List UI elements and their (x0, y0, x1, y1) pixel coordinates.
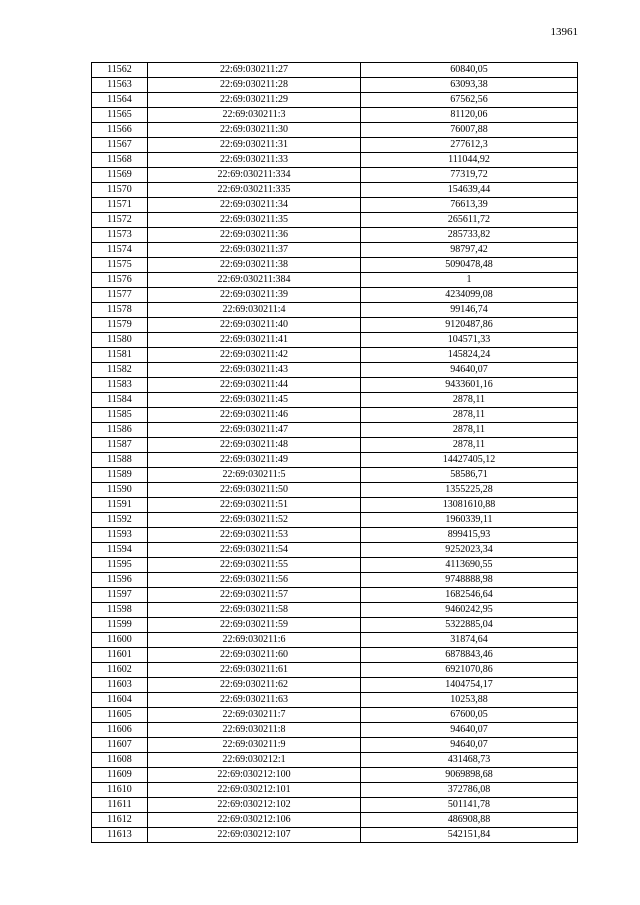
cadastral-number-cell: 22:69:030211:51 (148, 498, 361, 513)
table-row (92, 498, 578, 513)
table-row (92, 123, 578, 138)
cadastral-number-cell: 22:69:030211:56 (148, 573, 361, 588)
table-row (92, 393, 578, 408)
cadastral-value-cell: 372786,08 (361, 783, 578, 798)
row-number-cell: 11565 (92, 108, 148, 123)
row-number-cell: 11572 (92, 213, 148, 228)
cadastral-number-cell: 22:69:030211:35 (148, 213, 361, 228)
row-number-cell: 11563 (92, 78, 148, 93)
row-number-cell: 11588 (92, 453, 148, 468)
page-number: 13961 (550, 26, 578, 38)
cadastral-value-cell: 60840,05 (361, 63, 578, 78)
cadastral-value-cell: 6921070,86 (361, 663, 578, 678)
cadastral-value-cell: 94640,07 (361, 723, 578, 738)
table-row (92, 318, 578, 333)
cadastral-value-cell: 542151,84 (361, 828, 578, 843)
cadastral-value-cell: 13081610,88 (361, 498, 578, 513)
cadastral-value-cell: 5322885,04 (361, 618, 578, 633)
cadastral-number-cell: 22:69:030211:43 (148, 363, 361, 378)
table-row (92, 408, 578, 423)
cadastral-value-cell: 4113690,55 (361, 558, 578, 573)
cadastral-value-cell: 63093,38 (361, 78, 578, 93)
cadastral-value-cell: 1355225,28 (361, 483, 578, 498)
cadastral-value-cell: 31874,64 (361, 633, 578, 648)
table-row (92, 363, 578, 378)
cadastral-number-cell: 22:69:030212:107 (148, 828, 361, 843)
cadastral-number-cell: 22:69:030211:50 (148, 483, 361, 498)
cadastral-number-cell: 22:69:030211:41 (148, 333, 361, 348)
row-number-cell: 11599 (92, 618, 148, 633)
row-number-cell: 11569 (92, 168, 148, 183)
cadastral-value-cell: 265611,72 (361, 213, 578, 228)
row-number-cell: 11573 (92, 228, 148, 243)
cadastral-value-cell: 9252023,34 (361, 543, 578, 558)
table-row (92, 603, 578, 618)
table-row (92, 738, 578, 753)
cadastral-number-cell: 22:69:030211:3 (148, 108, 361, 123)
cadastral-value-cell: 2878,11 (361, 423, 578, 438)
cadastral-value-cell: 6878843,46 (361, 648, 578, 663)
cadastral-number-cell: 22:69:030211:37 (148, 243, 361, 258)
cadastral-value-cell: 5090478,48 (361, 258, 578, 273)
row-number-cell: 11568 (92, 153, 148, 168)
table-row (92, 78, 578, 93)
cadastral-value-cell: 98797,42 (361, 243, 578, 258)
cadastral-number-cell: 22:69:030211:334 (148, 168, 361, 183)
cadastral-number-cell: 22:69:030211:62 (148, 678, 361, 693)
row-number-cell: 11603 (92, 678, 148, 693)
row-number-cell: 11578 (92, 303, 148, 318)
cadastral-value-cell: 111044,92 (361, 153, 578, 168)
cadastral-number-cell: 22:69:030211:39 (148, 288, 361, 303)
table-row (92, 138, 578, 153)
table-body (92, 63, 578, 843)
cadastral-value-cell: 486908,88 (361, 813, 578, 828)
cadastral-value-cell: 9433601,16 (361, 378, 578, 393)
row-number-cell: 11589 (92, 468, 148, 483)
cadastral-value-table (91, 62, 578, 843)
table-row (92, 168, 578, 183)
cadastral-number-cell: 22:69:030211:54 (148, 543, 361, 558)
cadastral-value-cell: 2878,11 (361, 438, 578, 453)
cadastral-value-cell: 285733,82 (361, 228, 578, 243)
row-number-cell: 11612 (92, 813, 148, 828)
row-number-cell: 11579 (92, 318, 148, 333)
row-number-cell: 11600 (92, 633, 148, 648)
row-number-cell: 11590 (92, 483, 148, 498)
table-row (92, 243, 578, 258)
row-number-cell: 11604 (92, 693, 148, 708)
cadastral-value-cell: 899415,93 (361, 528, 578, 543)
table-row (92, 798, 578, 813)
cadastral-value-cell: 81120,06 (361, 108, 578, 123)
row-number-cell: 11562 (92, 63, 148, 78)
table-row (92, 348, 578, 363)
row-number-cell: 11567 (92, 138, 148, 153)
table-row (92, 573, 578, 588)
cadastral-number-cell: 22:69:030211:63 (148, 693, 361, 708)
cadastral-value-cell: 67562,56 (361, 93, 578, 108)
row-number-cell: 11583 (92, 378, 148, 393)
table-row (92, 288, 578, 303)
table-row (92, 513, 578, 528)
cadastral-number-cell: 22:69:030211:42 (148, 348, 361, 363)
cadastral-number-cell: 22:69:030211:8 (148, 723, 361, 738)
cadastral-number-cell: 22:69:030212:1 (148, 753, 361, 768)
row-number-cell: 11594 (92, 543, 148, 558)
row-number-cell: 11586 (92, 423, 148, 438)
table-row (92, 93, 578, 108)
cadastral-number-cell: 22:69:030211:7 (148, 708, 361, 723)
cadastral-number-cell: 22:69:030211:33 (148, 153, 361, 168)
cadastral-number-cell: 22:69:030211:30 (148, 123, 361, 138)
table-row (92, 723, 578, 738)
row-number-cell: 11571 (92, 198, 148, 213)
cadastral-number-cell: 22:69:030212:102 (148, 798, 361, 813)
cadastral-number-cell: 22:69:030211:4 (148, 303, 361, 318)
cadastral-number-cell: 22:69:030211:34 (148, 198, 361, 213)
table-row (92, 588, 578, 603)
cadastral-value-cell: 145824,24 (361, 348, 578, 363)
table-row (92, 153, 578, 168)
table-row (92, 483, 578, 498)
cadastral-number-cell: 22:69:030211:47 (148, 423, 361, 438)
cadastral-number-cell: 22:69:030211:40 (148, 318, 361, 333)
table-row (92, 768, 578, 783)
cadastral-value-cell: 77319,72 (361, 168, 578, 183)
cadastral-value-cell: 2878,11 (361, 408, 578, 423)
table-row (92, 423, 578, 438)
row-number-cell: 11611 (92, 798, 148, 813)
cadastral-value-cell: 277612,3 (361, 138, 578, 153)
table-row (92, 273, 578, 288)
cadastral-value-cell: 67600,05 (361, 708, 578, 723)
cadastral-value-cell: 14427405,12 (361, 453, 578, 468)
cadastral-value-cell: 10253,88 (361, 693, 578, 708)
cadastral-value-cell: 154639,44 (361, 183, 578, 198)
table-row (92, 258, 578, 273)
row-number-cell: 11575 (92, 258, 148, 273)
table-row (92, 333, 578, 348)
cadastral-value-cell: 1 (361, 273, 578, 288)
cadastral-number-cell: 22:69:030211:45 (148, 393, 361, 408)
cadastral-number-cell: 22:69:030211:6 (148, 633, 361, 648)
row-number-cell: 11570 (92, 183, 148, 198)
row-number-cell: 11605 (92, 708, 148, 723)
cadastral-number-cell: 22:69:030211:31 (148, 138, 361, 153)
cadastral-value-cell: 9748888,98 (361, 573, 578, 588)
row-number-cell: 11592 (92, 513, 148, 528)
cadastral-number-cell: 22:69:030211:335 (148, 183, 361, 198)
row-number-cell: 11593 (92, 528, 148, 543)
cadastral-number-cell: 22:69:030211:57 (148, 588, 361, 603)
cadastral-number-cell: 22:69:030211:27 (148, 63, 361, 78)
cadastral-value-cell: 1682546,64 (361, 588, 578, 603)
cadastral-number-cell: 22:69:030211:49 (148, 453, 361, 468)
table-row (92, 663, 578, 678)
cadastral-value-cell: 431468,73 (361, 753, 578, 768)
table-row (92, 618, 578, 633)
row-number-cell: 11596 (92, 573, 148, 588)
row-number-cell: 11582 (92, 363, 148, 378)
table-row (92, 303, 578, 318)
cadastral-number-cell: 22:69:030211:44 (148, 378, 361, 393)
table-row (92, 783, 578, 798)
cadastral-value-cell: 9460242,95 (361, 603, 578, 618)
row-number-cell: 11606 (92, 723, 148, 738)
row-number-cell: 11602 (92, 663, 148, 678)
cadastral-value-cell: 76007,88 (361, 123, 578, 138)
row-number-cell: 11601 (92, 648, 148, 663)
row-number-cell: 11610 (92, 783, 148, 798)
cadastral-number-cell: 22:69:030211:52 (148, 513, 361, 528)
cadastral-value-cell: 94640,07 (361, 363, 578, 378)
row-number-cell: 11580 (92, 333, 148, 348)
table-row (92, 528, 578, 543)
cadastral-number-cell: 22:69:030211:59 (148, 618, 361, 633)
row-number-cell: 11584 (92, 393, 148, 408)
row-number-cell: 11591 (92, 498, 148, 513)
cadastral-value-cell: 76613,39 (361, 198, 578, 213)
cadastral-value-cell: 2878,11 (361, 393, 578, 408)
row-number-cell: 11608 (92, 753, 148, 768)
table-row (92, 708, 578, 723)
cadastral-value-cell: 99146,74 (361, 303, 578, 318)
cadastral-value-cell: 9069898,68 (361, 768, 578, 783)
row-number-cell: 11595 (92, 558, 148, 573)
table-row (92, 453, 578, 468)
cadastral-value-cell: 9120487,86 (361, 318, 578, 333)
cadastral-number-cell: 22:69:030211:38 (148, 258, 361, 273)
cadastral-number-cell: 22:69:030211:5 (148, 468, 361, 483)
row-number-cell: 11609 (92, 768, 148, 783)
row-number-cell: 11581 (92, 348, 148, 363)
cadastral-value-cell: 94640,07 (361, 738, 578, 753)
cadastral-number-cell: 22:69:030211:384 (148, 273, 361, 288)
cadastral-value-cell: 104571,33 (361, 333, 578, 348)
table-row (92, 183, 578, 198)
cadastral-number-cell: 22:69:030211:29 (148, 93, 361, 108)
cadastral-number-cell: 22:69:030211:48 (148, 438, 361, 453)
cadastral-value-cell: 1960339,11 (361, 513, 578, 528)
cadastral-number-cell: 22:69:030211:58 (148, 603, 361, 618)
row-number-cell: 11597 (92, 588, 148, 603)
table-row (92, 213, 578, 228)
cadastral-number-cell: 22:69:030212:106 (148, 813, 361, 828)
row-number-cell: 11577 (92, 288, 148, 303)
table-row (92, 633, 578, 648)
cadastral-value-cell: 1404754,17 (361, 678, 578, 693)
cadastral-number-cell: 22:69:030211:60 (148, 648, 361, 663)
row-number-cell: 11587 (92, 438, 148, 453)
row-number-cell: 11585 (92, 408, 148, 423)
row-number-cell: 11598 (92, 603, 148, 618)
table-row (92, 828, 578, 843)
cadastral-number-cell: 22:69:030212:100 (148, 768, 361, 783)
table-row (92, 543, 578, 558)
table-row (92, 468, 578, 483)
table-row (92, 813, 578, 828)
cadastral-value-cell: 501141,78 (361, 798, 578, 813)
cadastral-number-cell: 22:69:030211:61 (148, 663, 361, 678)
table-row (92, 438, 578, 453)
cadastral-number-cell: 22:69:030211:53 (148, 528, 361, 543)
cadastral-number-cell: 22:69:030211:28 (148, 78, 361, 93)
table-row (92, 558, 578, 573)
table-row (92, 63, 578, 78)
table-row (92, 693, 578, 708)
cadastral-number-cell: 22:69:030211:55 (148, 558, 361, 573)
row-number-cell: 11564 (92, 93, 148, 108)
table-row (92, 198, 578, 213)
cadastral-value-cell: 58586,71 (361, 468, 578, 483)
cadastral-number-cell: 22:69:030211:46 (148, 408, 361, 423)
row-number-cell: 11607 (92, 738, 148, 753)
row-number-cell: 11574 (92, 243, 148, 258)
table-row (92, 753, 578, 768)
row-number-cell: 11613 (92, 828, 148, 843)
table-row (92, 378, 578, 393)
cadastral-value-cell: 4234099,08 (361, 288, 578, 303)
table-row (92, 108, 578, 123)
cadastral-number-cell: 22:69:030211:9 (148, 738, 361, 753)
table-row (92, 678, 578, 693)
row-number-cell: 11566 (92, 123, 148, 138)
table-row (92, 648, 578, 663)
cadastral-number-cell: 22:69:030211:36 (148, 228, 361, 243)
table-row (92, 228, 578, 243)
cadastral-number-cell: 22:69:030212:101 (148, 783, 361, 798)
row-number-cell: 11576 (92, 273, 148, 288)
